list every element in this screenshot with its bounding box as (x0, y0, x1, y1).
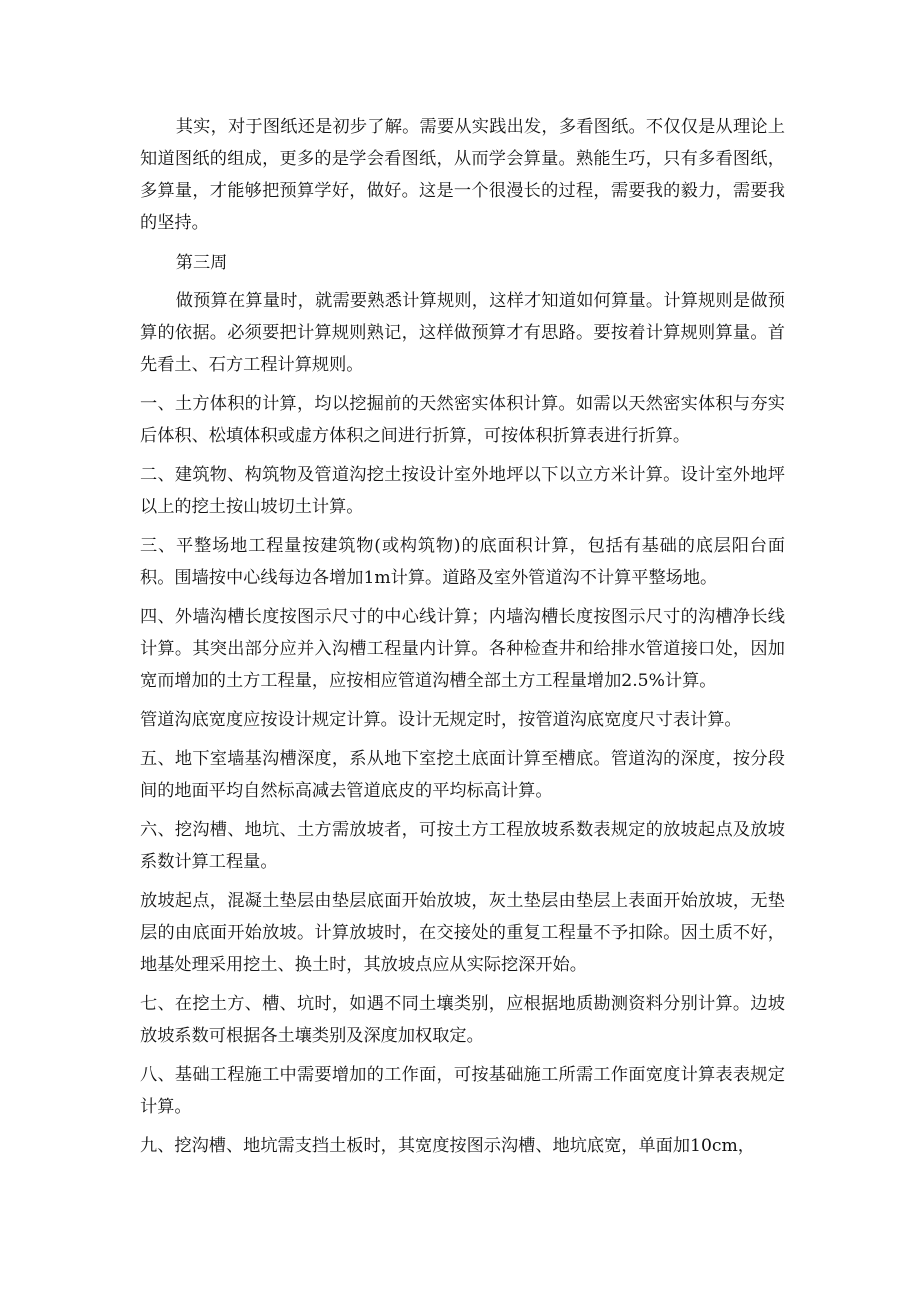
document-page (140, 111, 785, 1162)
rule-item-7: 七、在挖土方、槽、坑时，如遇不同土壤类别，应根据地质勘测资料分别计算。边坡放坡系数可根据各土壤类别及深度加权取定。 (140, 994, 785, 1046)
rule-note-slope-start: 放坡起点，混凝土垫层由垫层底面开始放坡，灰土垫层由垫层上表面开始放坡，无垫层的由底面开始放坡。计算放坡时，在交接处的重复工程量不予扣除。因土质不好，地基处理采用挖土、换土时，其放坡点应从实际挖深开始。 (140, 891, 785, 975)
paragraph-drawings-understanding: 其实，对于图纸还是初步了解。需要从实践出发，多看图纸。不仅仅是从理论上知道图纸的组成，更多的是学会看图纸，从而学会算量。熟能生巧，只有多看图纸，多算量，才能够把预算学好，做好。这是一个很漫长的过程，需要我的毅力，需要我的坚持。 (140, 117, 785, 233)
rule-item-1: 一、土方体积的计算，均以挖掘前的天然密实体积计算。如需以天然密实体积与夯实后体积、松填体积或虚方体积之间进行折算，可按体积折算表进行折算。 (140, 394, 785, 446)
rule-item-8: 八、基础工程施工中需要增加的工作面，可按基础施工所需工作面宽度计算表表规定计算。 (140, 1065, 785, 1117)
paragraph-calculation-rules-intro: 做预算在算量时，就需要熟悉计算规则，这样才知道如何算量。计算规则是做预算的依据。必须要把计算规则熟记，这样做预算才有思路。要按着计算规则算量。首先看土、石方工程计算规则。 (140, 291, 785, 375)
rule-note-trench-width: 管道沟底宽度应按设计规定计算。设计无规定时，按管道沟底宽度尺寸表计算。 (140, 710, 742, 730)
rule-item-3: 三、平整场地工程量按建筑物(或构筑物)的底面积计算，包括有基础的底层阳台面积。围墙按中心线每边各增加1m计算。道路及室外管道沟不计算平整场地。 (140, 536, 785, 588)
rule-item-6: 六、挖沟槽、地坑、土方需放坡者，可按土方工程放坡系数表规定的放坡起点及放坡系数计算工程量。 (140, 820, 785, 872)
rule-item-5: 五、地下室墙基沟槽深度，系从地下室挖土底面计算至槽底。管道沟的深度，按分段间的地面平均自然标高减去管道底皮的平均标高计算。 (140, 749, 785, 801)
section-heading-week-three: 第三周 (175, 253, 228, 273)
rule-item-9: 九、挖沟槽、地坑需支挡土板时，其宽度按图示沟槽、地坑底宽，单面加10cm， (140, 1136, 755, 1156)
rule-item-2: 二、建筑物、构筑物及管道沟挖土按设计室外地坪以下以立方米计算。设计室外地坪以上的挖土按山坡切土计算。 (140, 465, 785, 517)
rule-item-4: 四、外墙沟槽长度按图示尺寸的中心线计算；内墙沟槽长度按图示尺寸的沟槽净长线计算。其突出部分应并入沟槽工程量内计算。各种检查井和给排水管道接口处，因加宽而增加的土方工程量，应按相应管道沟槽全部土方工程量增加2.5%计算。 (140, 607, 785, 691)
